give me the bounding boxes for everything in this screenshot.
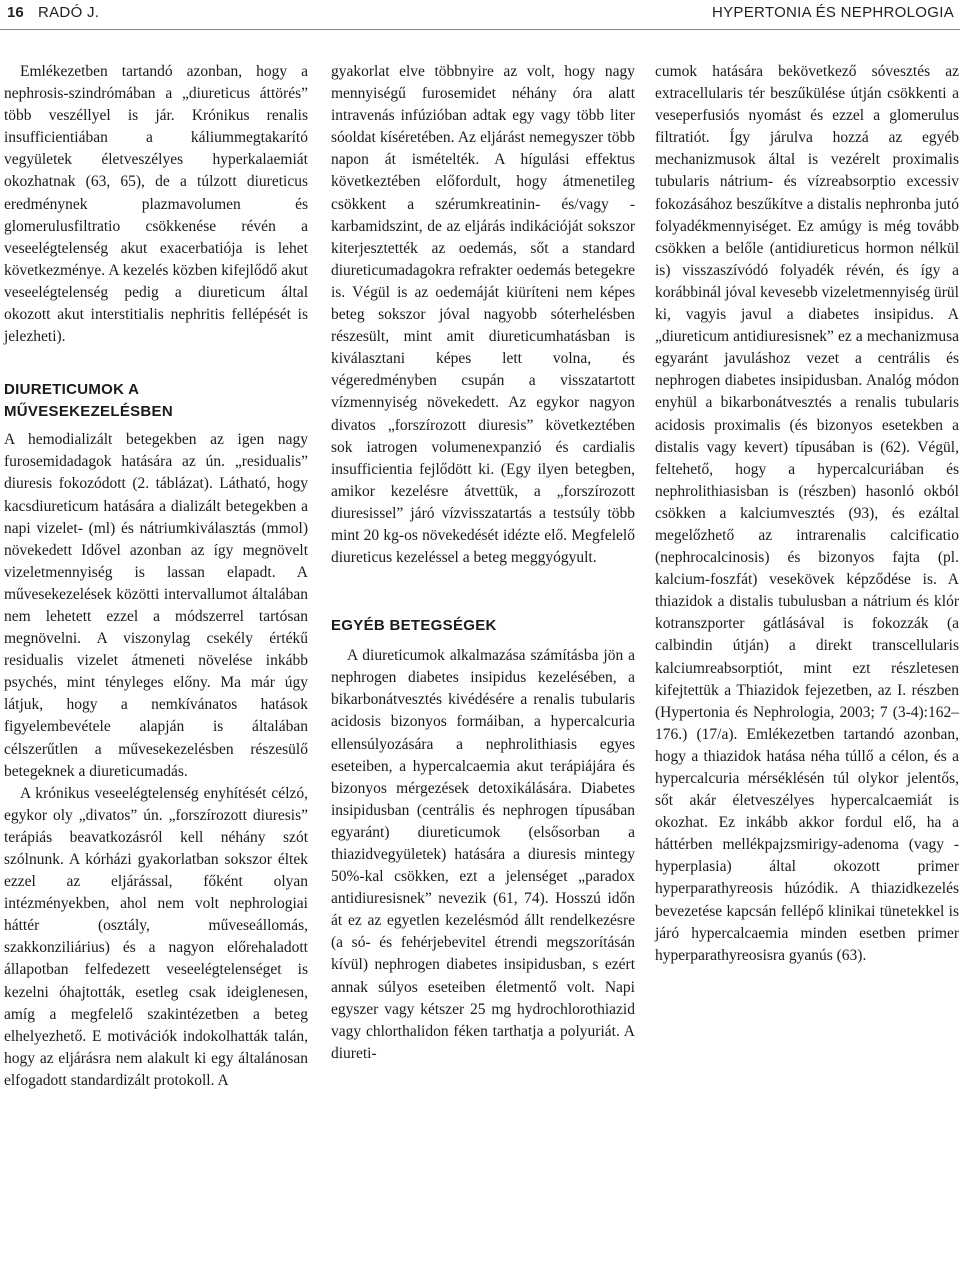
section-heading-dialysis: DIURETICUMOK A MŰVESEKEZELÉSBEN xyxy=(4,381,173,421)
paragraph-diabetes-insipidus-mechanism: cumok hatására bekövetkező sóvesztés az extracellularis tér beszűkülése útján csökkenti a veseperfusiós nyomást és ezzel a glomerulus filtratiót. Így járulva hozzá az egyéb mechanizmusok által is vezérelt proximalis tubularis nátrium- és vízreabsorptio excessiv fokozásához beszűkítve a distalis nephronba jutó folyadékmennyiséget. Ez amúgy is még tovább csökken a belőle (antidiureticus hormon nélkül is) visszaszívódó folyadék révén, és így a korábbinál jóval kevesebb vizeletmennyiség ürül ki, vagyis javul a diabetes insipidus. A „diureticum antidiuresisnek” ez a mechanizmusa egyaránt javuláshoz vezet a centrális és nephrogen diabetes insipidusban. Analóg módon enyhül a bikarbonátvesztés a renalis tubularis acidosis proximalis (és bizonyos esetekben a distalis vagy kevert) típusában is (62). Végül, feltehető, hogy a hypercalcuriában és nephrolithiasisban is (részben) hasonló okból csökken a kalciumvesztés (93), és ezáltal megelőzhető az intrarenalis calcificatio (nephrocalcinosis) és bizonyos fajta (pl. kalcium-foszfát) vesekövek képződése is. A thiazidok a distalis tubulusban a nátrium és klór kotranszporter gátlásával is fokozzák (a calbindin útján) a direkt transcellularis kalciumreabsorptiót, mint ezt részletesen kifejtettük a Thiazidok fejezetben, az I. részben (Hypertonia és Nephrologia, 2003; 7 (3-4):162–176.) (17/a). Emlékezetben tartandó azonban, hogy a thiazidok hatása néha túllő a célon, és a hypercalcuria mérséklésén túl olykor jelentős, sőt akár életveszélyes hypercalcaemiát is okozhat. Ez inkább akkor fordul elő, ha a háttérben mellékpajzsmirigy-adenoma (vagy -hyperplasia) által okozott primer hyperparathyreosis húzódik. A thiazidkezelés bevezetése kapcsán fellépő klinikai tünetekkel is járó hypercalcaemia minden esetben primer hyperparathyreosisra gyanús (63). xyxy=(655,63,959,964)
header-rule xyxy=(0,29,960,30)
column-3 xyxy=(655,61,959,967)
section-heading-other-diseases: EGYÉB BETEGSÉGEK xyxy=(331,617,497,635)
running-header xyxy=(0,0,960,26)
column-1 xyxy=(4,61,308,1092)
page-number: 16 xyxy=(7,4,24,21)
paragraph-forced-diuresis-cont: gyakorlat elve többnyire az volt, hogy nagy mennyiségű furosemidet néhány óra alatt intravenás infúzióban adtak egy vagy több liter sóoldat kíséretében. Az eljárást nemegyszer több napon át ismételték. A hígulási effektus következtében előfordult, hogy átmenetileg csökkent a szérumkreatinin- és/vagy -karbamidszint, de az eljárás indikációját sokszor kiterjesztették az oedemás, sőt a standard diureticumadagokra refrakter oedemás betegekre is. Végül is az oedemáját kiüríteni nem képes beteg sokszor jóval nagyobb sóterhelésben részesült, mint amit diureticumhatásban is kiválasztani képes lett volna, és végeredményben csupán a visszatartott vízmennyiség növekedett. Az egykor nagyon divatos „forszírozott diuresis” következtében sok iatrogen volumenexpanzió és cardialis insufficientia fejlődött ki. (Egy ilyen betegben, amikor kezelésre átvettük, a „forszírozott diuresissel” járó vízvisszatartás a testsúly több mint 20 kg-os növekedését idézte elő. Megfelelő diureticus kezeléssel a beteg meggyógyult. xyxy=(331,63,635,567)
journal-title: HYPERTONIA ÉS NEPHROLOGIA xyxy=(711,4,954,21)
column-2 xyxy=(331,61,635,1065)
paragraph-nephrosis: Emlékezetben tartandó azonban, hogy a nephrosis-szindrómában a „diureticus áttörés” több veszéllyel is jár. Krónikus renalis insufficientiában a káliummegtakarító vegyületek életveszélyes hyperkalaemiát okozhatnak (63, 65), de a túlzott diureticus eredménynek plazmavolumen és glomerulusfiltratio csökkenése révén a veseelégtelenség akut exacerbatiója is lehet következménye. A kezelés közben kifejlődő akut veseelégtelenség pedig a diureticum által okozott akut interstitialis nephritis fellépését is jelezheti). xyxy=(4,63,308,346)
paragraph-hemodialysis: A hemodializált betegekben az igen nagy furosemidadagok hatására az ún. „residualis” diuresis fokozódott (2. táblázat). Látható, hogy kacsdiureticum hatására a dializált betegekben a napi vizelet- (ml) és nátriumkiválasztás (mmol) növekedett Idővel azonban az így megnövelt vizeletmennyiség is lassan elapadt. A művesekezelések közötti intervallumot általában nem lehetett ezzel a módszerrel tartósan megnövelni. A viszonylag csekély értékű residualis vizelet átmeneti növelése inkább psychés, mint tényleges előny. Ma már úgy látjuk, hogy a nemkívánatos hatások figyelembevétele alapján is általában célszerűtlen a művesekezelésben részesülő betegeknek a diureticumadás. xyxy=(4,431,308,780)
paragraph-other-diseases: A diureticumok alkalmazása számításba jön a nephrogen diabetes insipidus kezelésében, a bikarbonátvesztés kivédésére a renalis tubularis acidosis bizonyos formáiban, a hypercalcuria ellensúlyozására a nephrolithiasis egyes eseteiben, a hypercalcaemia akut terápiájára és bizonyos mérgezések detoxikálására. Diabetes insipidusban (centrális és nephrogen típusában egyaránt) diureticumok (elsősorban a thiazidvegyületek) hatására a diuresis mintegy 50%-kal csökken, ezt a jelenséget „paradox antidiuresisnek” nevezik (61, 74). Hosszú időn át ez az egyetlen kezelésmód állt rendelkezésre (a só- és fehérjebevitel étrendi megszorításán kívül) nephrogen diabetes insipidusban, s ezért annak súlyos eseteiben életmentő volt. Napi egyszer vagy kétszer 25 mg hydrochlorothiazid vagy chlorthalidon féken tarthatja a polyuriát. A diureti- xyxy=(331,647,635,1062)
paragraph-forced-diuresis: A krónikus veseelégtelenség enyhítését célzó, egykor oly „divatos” ún. „forszírozott diuresis” terápiás beavatkozásról kell néhány szót szólnunk. A kórházi gyakorlatban sokszor éltek ezzel az eljárással, főként olyan intézményekben, ahol nem volt nephrologiai háttér (osztály, műveseállomás, szakkonziliárius) és a nagyon előrehaladott állapotban felfedezett veseelégtelenséget is kezelni óhajtották, esetleg csak ideiglenesen, amíg a megfelelő szakintézetben a beteg elhelyezhető. E motivációk indokolhatták talán, hogy az eljárásra nem alakult ki egy általánosan elfogadott standardizált protokoll. A xyxy=(4,784,308,1089)
running-author: RADÓ J. xyxy=(38,4,100,21)
